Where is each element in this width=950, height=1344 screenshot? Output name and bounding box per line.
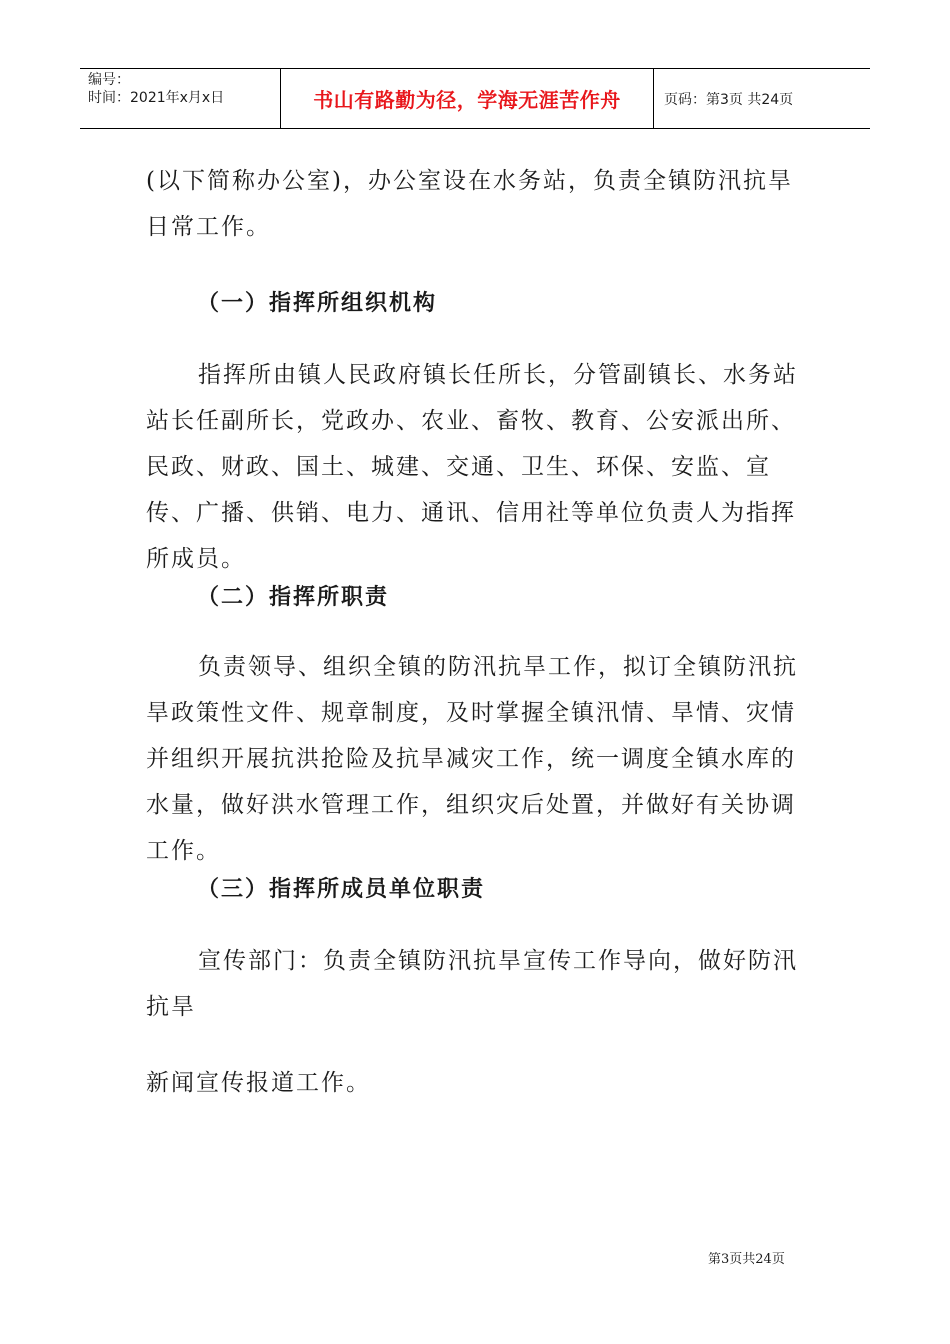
paragraph-news: 新闻宣传报道工作。 [146,1070,371,1096]
paragraph-duties: 负责领导、组织全镇的防汛抗旱工作，拟订全镇防汛抗旱政策性文件、规章制度，及时掌握全镇汛情、旱情、灾情并组织开展抗洪抢险及抗旱减灾工作，统一调度全镇水库的水量，做好洪水管理工作，组织灾后处置，并做好有关协调工作。 [146,654,798,864]
heading-member-duties: （三）指挥所成员单位职责 [197,877,486,902]
paragraph-office: (以下简称办公室)，办公室设在水务站，负责全镇防汛抗旱日常工作。 [146,168,793,240]
date-label: 时间：2021年x月x日 [88,90,225,106]
page-header [80,68,870,129]
number-label: 编号： [88,72,130,88]
paragraph-organization: 指挥所由镇人民政府镇长任所长，分管副镇长、水务站站长任副所长，党政办、农业、畜牧、教育、公安派出所、民政、财政、国土、城建、交通、卫生、环保、安监、宣传、广播、供销、电力、通讯、信用社等单位负责人为指挥所成员。 [146,362,798,572]
header-page-label: 页码：第3页 共24页 [664,91,794,108]
header-motto: 书山有路勤为径，学海无涯苦作舟 [313,88,621,112]
heading-duties: （二）指挥所职责 [197,585,390,610]
footer-page-number: 第3页共24页 [708,1252,785,1267]
header-motto-cell [281,69,654,128]
heading-organization: （一）指挥所组织机构 [197,291,438,316]
header-meta [80,69,281,128]
paragraph-publicity: 宣传部门：负责全镇防汛抗旱宣传工作导向，做好防汛抗旱 [146,948,798,1020]
